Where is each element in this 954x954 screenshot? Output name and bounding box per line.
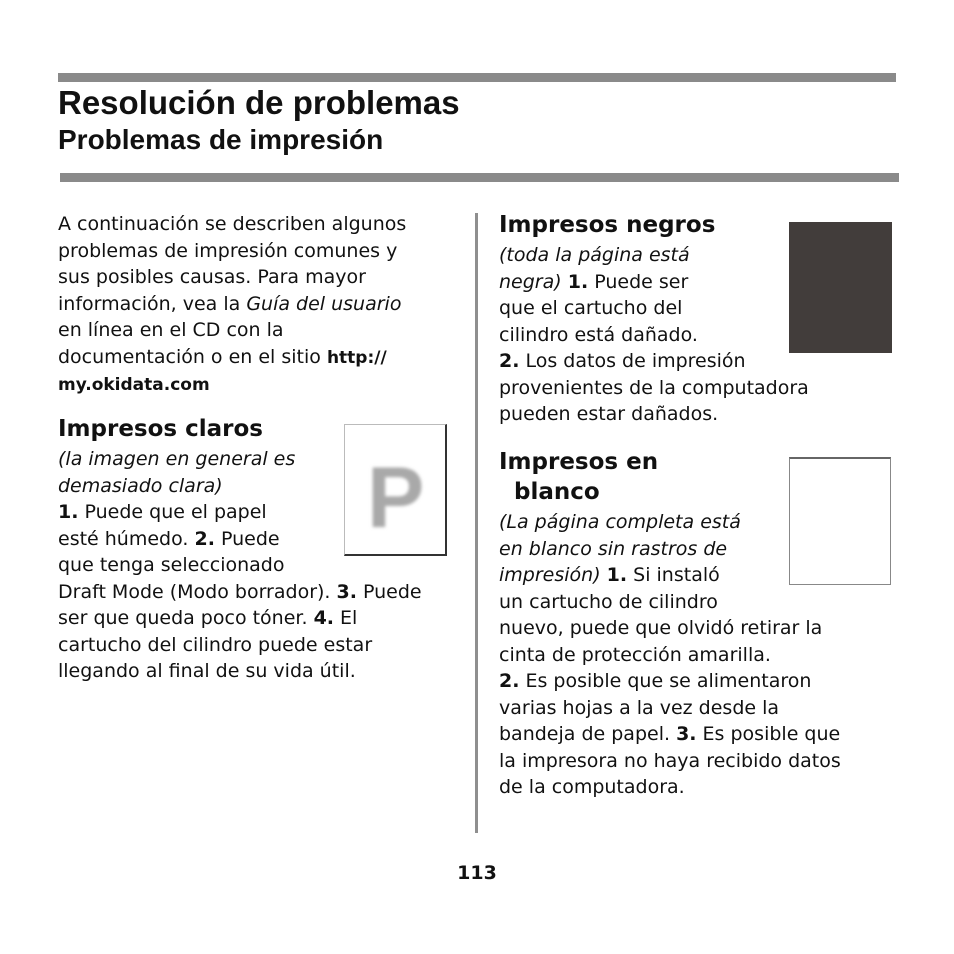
page-number: 113 bbox=[457, 862, 497, 884]
black-print-sample-image bbox=[789, 222, 892, 353]
section-heading-blank-prints: Impresos en blanco bbox=[499, 449, 659, 505]
light-print-sample-image bbox=[344, 424, 447, 556]
header-rule-bottom bbox=[60, 173, 899, 182]
section-heading-black-prints: Impresos negros bbox=[499, 212, 716, 238]
page-subtitle: Problemas de impresión bbox=[58, 124, 384, 155]
page-title: Resolución de problemas bbox=[58, 84, 460, 121]
header-rule-top bbox=[58, 73, 896, 82]
website-link-continued[interactable]: my.okidata.com bbox=[58, 375, 210, 395]
light-prints-description: (la imagen en general es demasiado clara) 1. Puede que el papel esté húmedo. 2. Puede que tenga seleccionado Draft Mode (Modo borrador). 3. Puede ser que queda poco tóner. 4. El cartucho del cilindro puede estar llegando al final de su vida útil. bbox=[58, 448, 422, 682]
website-link[interactable]: http:// bbox=[326, 347, 387, 368]
blank-prints-description: (La página completa está en blanco sin rastros de impresión) 1. Si instaló un cartucho de cilindro nuevo, puede que olvidó retirar la cinta de protección amarilla. 2. Es posible que se alimentaron varias hojas a la vez desde la bandeja de papel. 3. Es posible que la impresora no haya recibido datos de la computadora. bbox=[499, 511, 841, 798]
black-prints-description: (toda la página está negra) 1. Puede ser que el cartucho del cilindro está dañado. 2. Los datos de impresión provenientes de la computadora pueden estar dañados. bbox=[499, 244, 809, 425]
blank-print-sample-image bbox=[789, 457, 891, 585]
column-divider bbox=[475, 213, 478, 833]
faded-letter-p-icon bbox=[345, 425, 445, 553]
svg-text:P: P bbox=[367, 450, 425, 546]
user-guide-reference: Guía del usuario bbox=[246, 292, 402, 315]
section-heading-light-prints: Impresos claros bbox=[58, 416, 263, 442]
intro-paragraph: A continuación se describen algunos problemas de impresión comunes y sus posibles causas. Para mayor información, vea la Guía del usuario en línea en el CD con la documentación o en el sitio http:// my.okidata.com bbox=[58, 213, 407, 395]
